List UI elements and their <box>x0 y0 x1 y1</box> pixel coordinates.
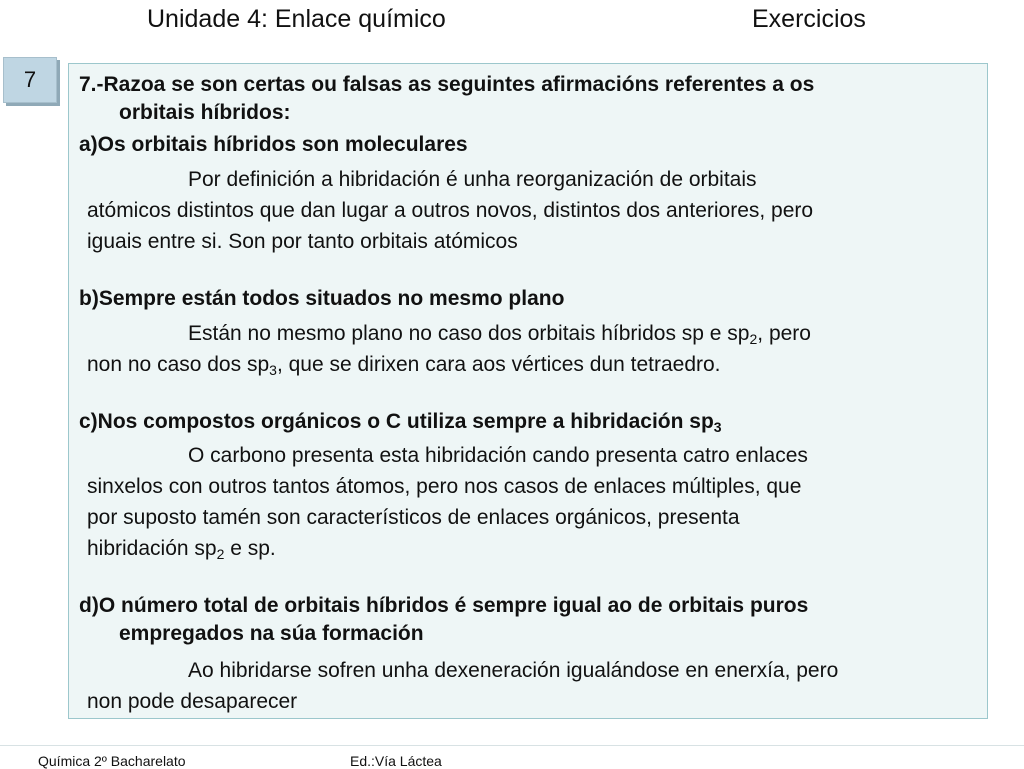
answer-b-line2-end: , que se dirixen cara aos vértices dun tetraedro. <box>276 353 721 376</box>
statement-b: b)Sempre están todos situados no mesmo plano <box>79 287 565 310</box>
answer-b <box>87 318 811 380</box>
statement-a: a)Os orbitais híbridos son moleculares <box>79 133 468 156</box>
answer-c-line3: por suposto tamén son característicos de enlaces orgánicos, presenta <box>87 506 740 529</box>
answer-a <box>87 164 813 257</box>
answer-c-line4-end: e sp. <box>224 537 276 560</box>
answer-b-subscript2: 3 <box>269 362 277 378</box>
answer-c-line2: sinxelos con outros tantos átomos, pero nos casos de enlaces múltiples, que <box>87 475 802 498</box>
answer-c-line4: hibridación sp <box>87 537 217 560</box>
question-intro-line1: 7.-Razoa se son certas ou falsas as seguintes afirmacións referentes a os <box>79 73 815 96</box>
footer-course: Química 2º Bacharelato <box>38 753 186 769</box>
footer-divider <box>0 745 1024 746</box>
slide-number-badge: 7 <box>3 57 57 103</box>
answer-b-subscript1: 2 <box>749 331 758 347</box>
answer-b-line1: Están no mesmo plano no caso dos orbitais híbridos sp e sp <box>188 322 750 345</box>
answer-a-line1: Por definición a hibridación é unha reorganización de orbitais <box>188 168 757 191</box>
statement-d-line2: empregados na súa formación <box>119 622 424 645</box>
slide-title: Unidade 4: Enlace químico <box>147 5 446 33</box>
answer-c-line1: O carbono presenta esta hibridación cando presenta catro enlaces <box>188 444 808 467</box>
answer-b-line1-end: , pero <box>757 322 811 345</box>
answer-a-line3: iguais entre si. Son por tanto orbitais atómicos <box>87 230 518 253</box>
answer-a-line2: atómicos distintos que dan lugar a outros novos, distintos dos anteriores, pero <box>87 199 814 222</box>
answer-d-line2: non pode desaparecer <box>87 690 298 713</box>
footer-publisher: Ed.:Vía Láctea <box>350 753 442 769</box>
statement-d-line1: d)O número total de orbitais híbridos é sempre igual ao de orbitais puros <box>79 594 809 617</box>
section-label: Exercicios <box>752 5 866 33</box>
answer-d-line1: Ao hibridarse sofren unha dexeneración igualándose en enerxía, pero <box>188 659 839 682</box>
statement-c-subscript: 3 <box>713 419 722 435</box>
question-intro <box>79 71 814 127</box>
answer-b-line2: non no caso dos sp <box>87 353 270 376</box>
statement-d <box>79 592 808 648</box>
statement-c-text: c)Nos compostos orgánicos o C utiliza sempre a hibridación sp <box>79 410 714 433</box>
question-intro-line2: orbitais híbridos: <box>119 101 291 124</box>
answer-c <box>87 440 808 564</box>
content-panel <box>68 63 988 719</box>
answer-c-subscript: 2 <box>216 546 225 562</box>
answer-d <box>87 655 838 717</box>
statement-c <box>79 408 722 436</box>
